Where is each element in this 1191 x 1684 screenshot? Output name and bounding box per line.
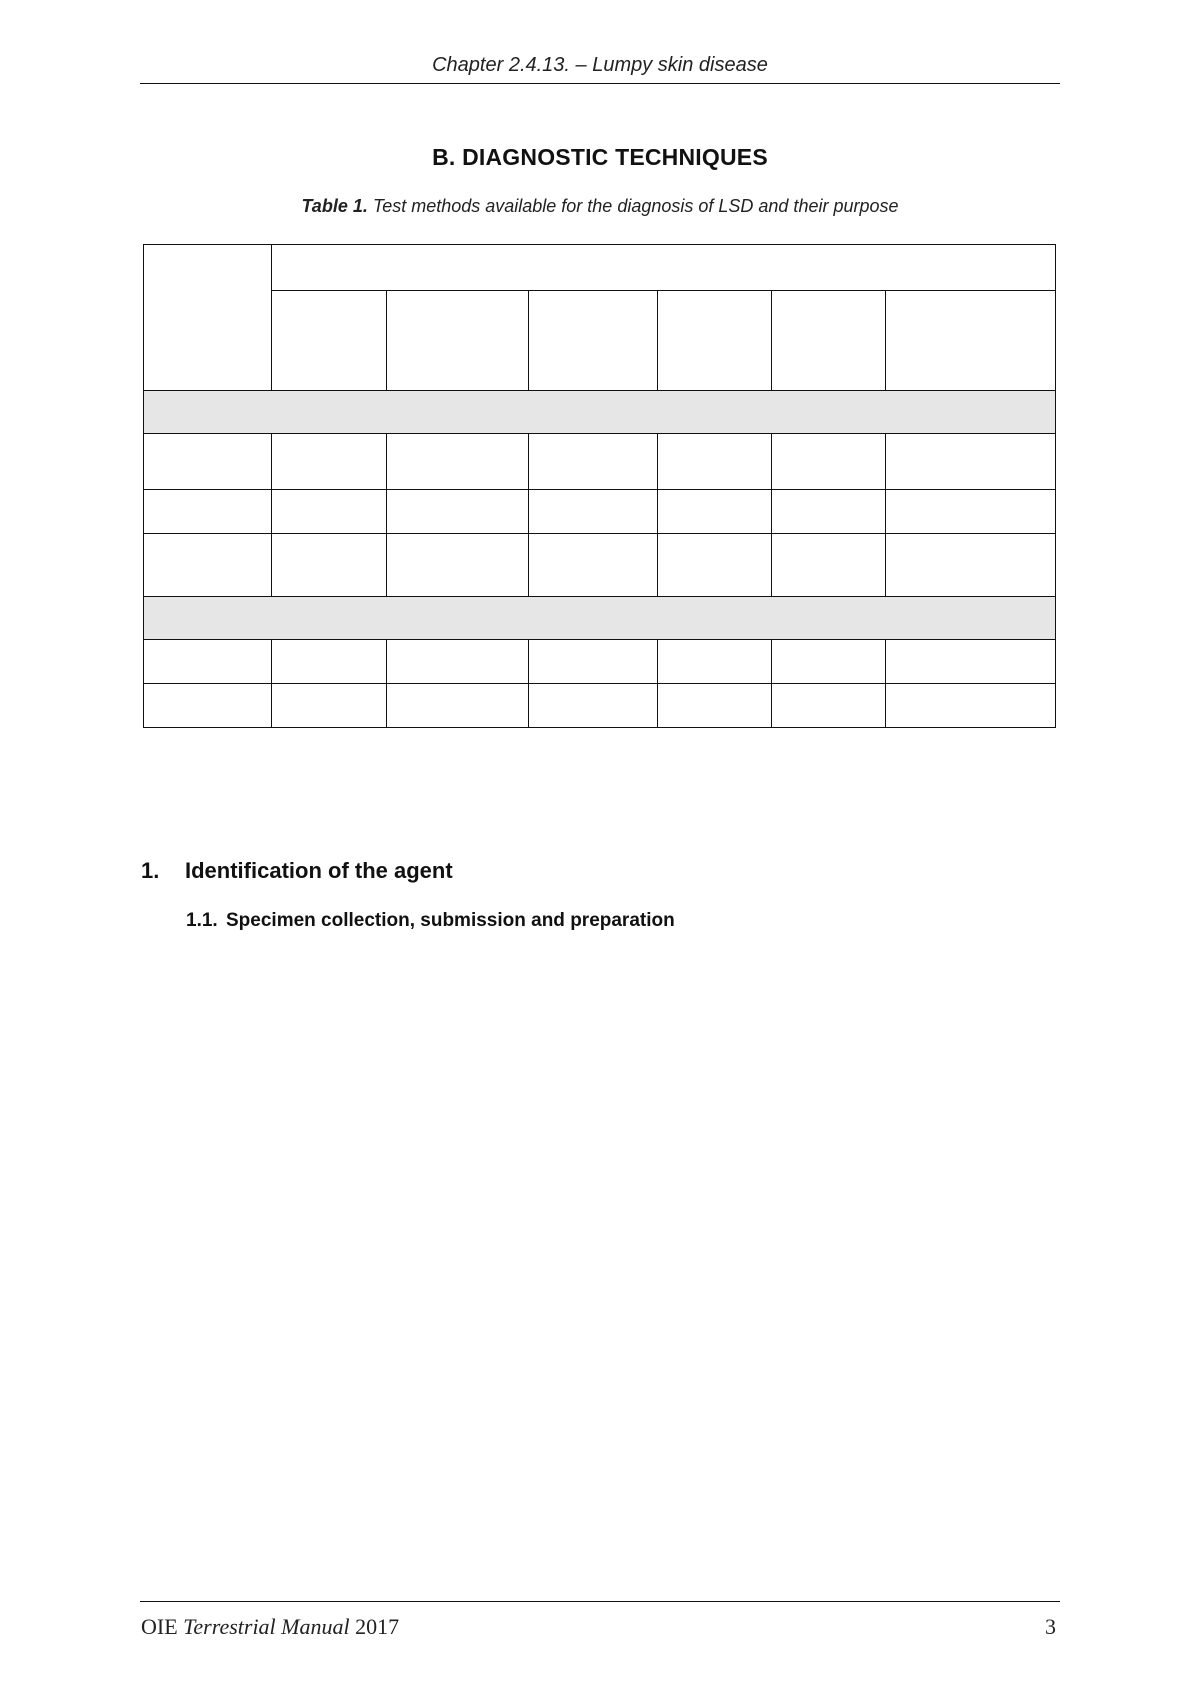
table-rule: [143, 683, 1056, 684]
table-rule: [885, 639, 886, 727]
table-rule: [528, 433, 529, 596]
table-rule: [528, 639, 529, 727]
table-rule: [1055, 244, 1056, 727]
footer-year: 2017: [349, 1614, 400, 1639]
table-rule: [271, 244, 272, 390]
heading-identification-of-agent: [141, 858, 453, 884]
table-rule: [143, 244, 144, 727]
table-section-row-shade: [144, 390, 1055, 433]
header-rule: [140, 83, 1060, 84]
table-rule: [885, 290, 886, 390]
table-caption-label: Table 1.: [301, 196, 368, 216]
table-rule: [657, 433, 658, 596]
table-section-row-shade: [144, 596, 1055, 639]
table-rule: [657, 290, 658, 390]
subheading-text: Specimen collection, submission and preparation: [226, 910, 675, 931]
table-rule: [386, 639, 387, 727]
heading-number: 1.: [141, 858, 160, 883]
table-rule: [771, 433, 772, 596]
subheading-specimen-collection: [186, 910, 675, 932]
table-rule: [143, 639, 1056, 640]
table-rule: [143, 433, 1056, 434]
table-rule: [143, 533, 1056, 534]
footer-title: Terrestrial Manual: [183, 1614, 350, 1639]
footer-rule: [140, 1601, 1060, 1602]
table-rule: [885, 433, 886, 596]
table-rule: [271, 639, 272, 727]
table-rule: [528, 290, 529, 390]
heading-text: Identification of the agent: [185, 858, 453, 883]
footer-publication: [141, 1614, 399, 1640]
table-caption: [140, 196, 1060, 217]
footer-org: OIE: [141, 1614, 184, 1639]
table-rule: [271, 290, 1056, 291]
page-number: 3: [1045, 1614, 1056, 1639]
running-header: Chapter 2.4.13. – Lumpy skin disease: [432, 54, 768, 76]
table-rule: [143, 489, 1056, 490]
table-caption-text: Test methods available for the diagnosis of LSD and their purpose: [367, 196, 899, 216]
table-rule: [143, 727, 1056, 728]
subheading-number: 1.1.: [186, 910, 218, 931]
table-rule: [143, 390, 1056, 391]
table-rule: [386, 290, 387, 390]
table-rule: [143, 596, 1056, 597]
table-rule: [386, 433, 387, 596]
table-rule: [657, 639, 658, 727]
table-rule: [771, 290, 772, 390]
table-rule: [143, 244, 1056, 245]
table-rule: [771, 639, 772, 727]
table-rule: [271, 433, 272, 596]
section-title: B. DIAGNOSTIC TECHNIQUES: [432, 144, 768, 170]
